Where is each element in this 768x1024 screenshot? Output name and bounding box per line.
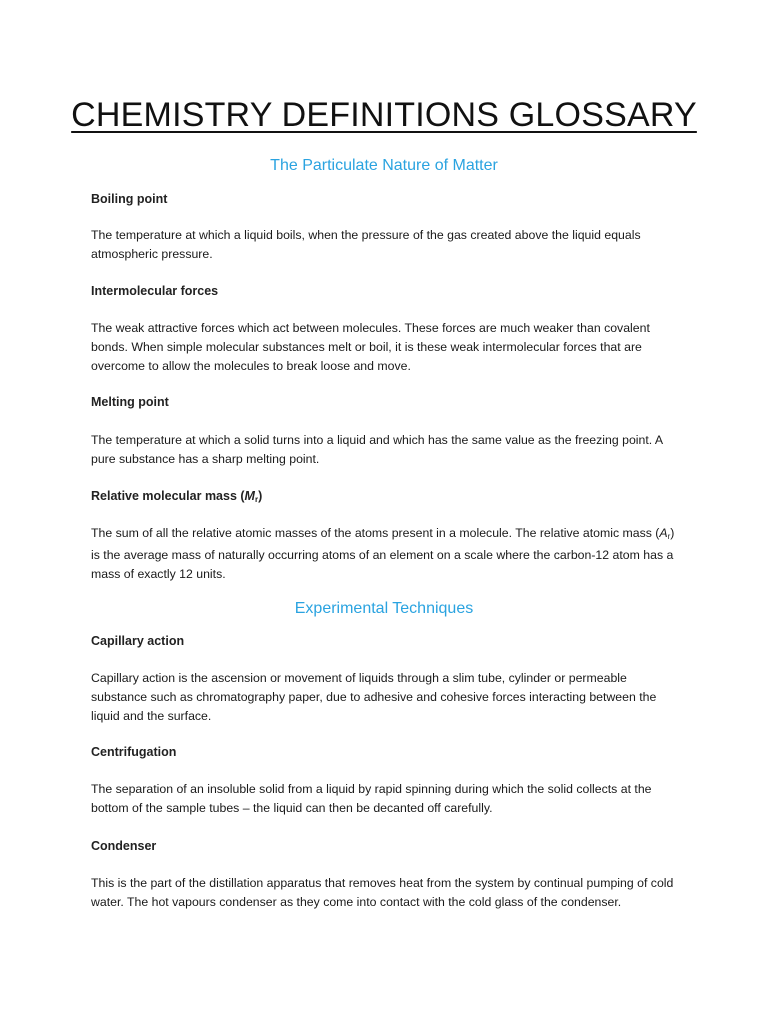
document-title-text: CHEMISTRY DEFINITIONS GLOSSARY bbox=[71, 96, 697, 134]
definition-melting-point: The temperature at which a solid turns into a liquid and which has the same value as the freezing point. A pure substance has a sharp melting point. bbox=[91, 433, 663, 466]
definition-centrifugation: The separation of an insoluble solid from a liquid by rapid spinning during which the solid collects at the bottom of the sample tubes – the liquid can then be decanted off carefully. bbox=[91, 782, 652, 815]
section-title-experimental-techniques: Experimental Techniques bbox=[294, 600, 474, 617]
term-rmm-prefix: Relative molecular mass ( bbox=[91, 489, 245, 503]
definition-relative-molecular-mass bbox=[91, 524, 681, 584]
term-melting-point: Melting point bbox=[91, 395, 169, 409]
term-condenser: Condenser bbox=[91, 839, 157, 853]
term-rmm-symbol: M bbox=[244, 489, 255, 503]
term-boiling-point: Boiling point bbox=[91, 192, 168, 206]
section-title-particulate-nature: The Particulate Nature of Matter bbox=[270, 157, 498, 174]
definition-rmm-part1: The sum of all the relative atomic masses of the atoms present in a molecule. The relative atomic mass ( bbox=[91, 526, 660, 540]
term-centrifugation: Centrifugation bbox=[91, 745, 177, 759]
definition-rmm-symbol: A bbox=[659, 526, 668, 540]
definition-intermolecular-forces: The weak attractive forces which act between molecules. These forces are much weaker than covalent bonds. When simple molecular substances melt or boil, it is these weak intermolecular forces that are overcome to allow the molecules to break loose and move. bbox=[91, 321, 650, 373]
definition-rmm-subscript: r bbox=[667, 532, 671, 541]
term-capillary-action: Capillary action bbox=[91, 634, 185, 648]
term-rmm-suffix: ) bbox=[258, 489, 263, 503]
term-relative-molecular-mass bbox=[91, 489, 262, 504]
definition-condenser: This is the part of the distillation apparatus that removes heat from the system by continual pumping of cold water. The hot vapours condenser as they come into contact with the cold glass of the condenser. bbox=[91, 876, 674, 909]
definition-capillary-action: Capillary action is the ascension or movement of liquids through a slim tube, cylinder or permeable substance such as chromatography paper, due to adhesive and cohesive forces interacting between the liquid and the surface. bbox=[91, 671, 657, 723]
document-title bbox=[0, 96, 768, 135]
definition-boiling-point: The temperature at which a liquid boils, when the pressure of the gas created above the liquid equals atmospheric pressure. bbox=[91, 228, 641, 261]
term-rmm-subscript: r bbox=[254, 495, 259, 504]
term-intermolecular-forces: Intermolecular forces bbox=[91, 284, 219, 298]
definition-rmm-part2: ) is the average mass of naturally occurring atoms of an element on a scale where the carbon-12 atom has a mass of exactly 12 units. bbox=[91, 526, 675, 581]
